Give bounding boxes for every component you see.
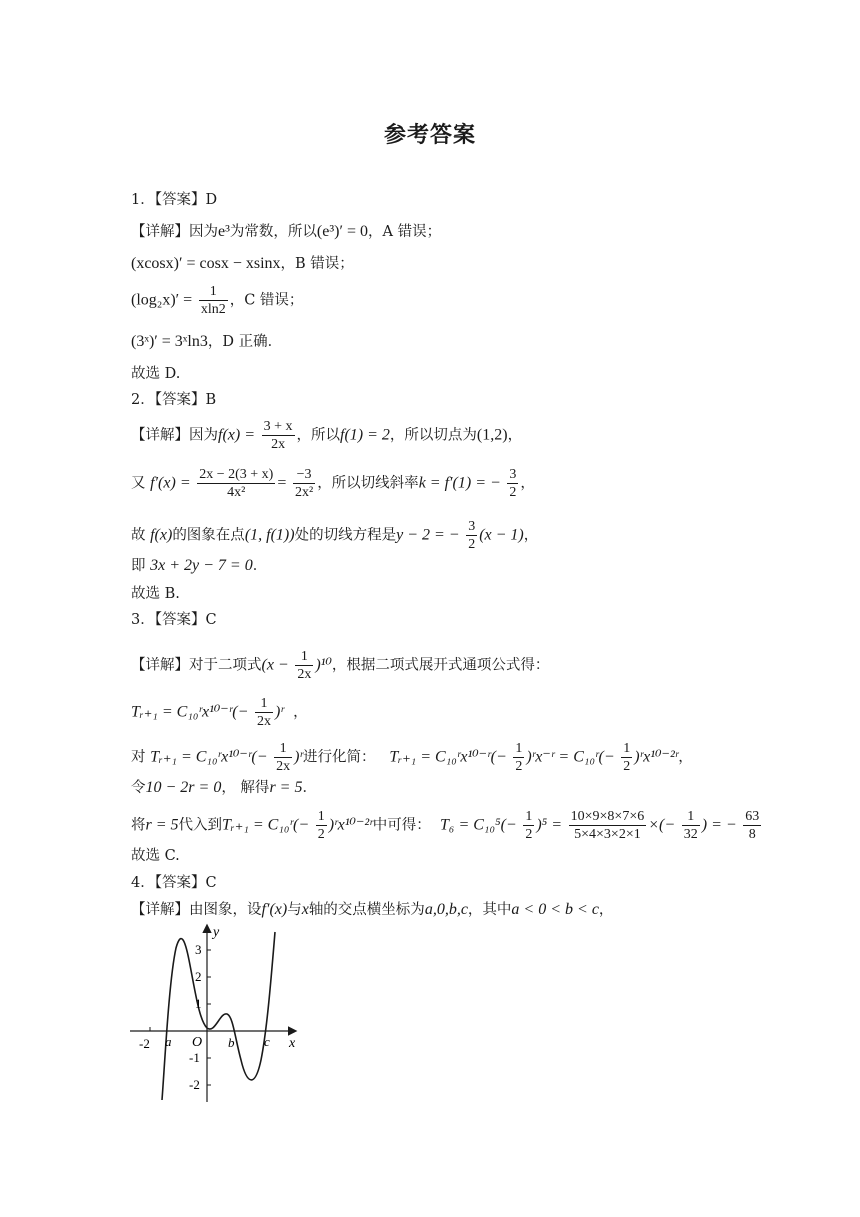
text: ，A 错误； (367, 224, 442, 240)
math: (log₂x)′ = (131, 291, 193, 309)
y-axis-label: y (213, 925, 220, 940)
numerator: 3 (509, 467, 517, 482)
math: r = 5 (269, 779, 303, 796)
fraction (621, 740, 632, 775)
math: f(1) = 2 (340, 426, 390, 444)
denominator: 2 (468, 537, 476, 552)
denominator: 2x (276, 759, 291, 774)
fraction (523, 808, 534, 843)
denominator: xln2 (200, 302, 226, 317)
numerator: 1 (295, 648, 313, 666)
text: ， (507, 427, 523, 444)
q3-conclusion: 故选 C. (131, 848, 180, 864)
text: ， (293, 704, 308, 721)
root-b-label: b (228, 1035, 235, 1050)
math: )¹⁰ (315, 656, 332, 674)
q3-detail-line5 (131, 808, 763, 843)
q3-detail-line2 (131, 695, 308, 730)
math: f′(x) (261, 901, 288, 918)
fraction (255, 695, 273, 730)
q4-detail-line1 (131, 900, 613, 920)
math: )ʳ (294, 748, 304, 766)
q2-detail-line3 (131, 518, 538, 553)
math: (3ˣ)′ = 3ˣln3 (131, 333, 208, 350)
q1-answer: 1．【答案】D (131, 192, 218, 208)
text: ， (520, 475, 535, 492)
text: ，根据二项式展开式通项公式得： (331, 657, 550, 674)
x-axis-label: x (289, 1036, 296, 1051)
math: (1,2) (476, 426, 508, 444)
math: )ʳx¹⁰⁻²ʳ (634, 748, 679, 766)
numerator: 1 (317, 809, 325, 824)
q3-detail-line1 (131, 648, 549, 683)
text: 中可得： (372, 817, 431, 834)
derivative-graph (125, 920, 305, 1105)
math: = (277, 474, 287, 492)
numerator: 1 (515, 741, 523, 756)
q3-answer: 3．【答案】C (131, 612, 217, 628)
text: 即 (131, 558, 146, 574)
root-c-label: c (264, 1034, 270, 1049)
q4-answer: 4．【答案】C (131, 875, 217, 891)
math: (1, f(1)) (244, 526, 295, 544)
text: 故 (131, 527, 146, 544)
denominator: 4x² (227, 485, 246, 500)
fraction (199, 283, 228, 318)
q3-detail-line4 (131, 778, 317, 798)
text: 与 (287, 902, 302, 918)
q2-answer: 2．【答案】B (131, 392, 217, 408)
math: (xcosx)′ = cosx − xsinx (131, 255, 281, 272)
math: )ʳx¹⁰⁻²ʳ (328, 816, 373, 834)
math: (x − 1) (479, 526, 524, 544)
text: 为常数，所以 (229, 224, 317, 240)
denominator: 5×4×3×2×1 (574, 827, 641, 842)
q1-conclusion: 故选 D. (131, 366, 181, 382)
q1-detail-line4 (131, 332, 282, 352)
text: 的图象在点 (172, 527, 245, 544)
text: 代入到 (178, 817, 223, 834)
math: (e³)′ = 0 (316, 223, 368, 240)
q3-detail-line3 (131, 740, 693, 775)
numerator: 1 (274, 740, 292, 758)
text: 轴的交点横坐标为 (308, 902, 425, 918)
fraction (316, 808, 327, 843)
text: 又 (131, 475, 146, 492)
text: ，D 正确． (207, 334, 283, 350)
y-tick-3: 3 (195, 942, 202, 957)
text: 将 (131, 817, 146, 834)
denominator: 2x (271, 437, 286, 452)
y-tick-2: 2 (195, 969, 202, 984)
numerator: 1 (682, 808, 700, 826)
math: Tᵣ₊₁ = C₁₀ʳx¹⁰⁻ʳ(− (389, 748, 507, 766)
text: ，所以 (296, 427, 341, 444)
q1-detail-line3 (131, 283, 303, 318)
q1-detail-line2 (131, 254, 354, 274)
math: )⁵ = (536, 816, 563, 834)
math: k = f′(1) = − (418, 474, 501, 492)
root-a-label: a (165, 1034, 172, 1049)
numerator: 3 (468, 519, 476, 534)
text: ，所以切线斜率 (317, 475, 419, 492)
fraction (295, 648, 313, 683)
denominator: 2 (317, 827, 325, 842)
y-tick-neg1: -1 (189, 1050, 200, 1065)
numerator: 63 (745, 809, 760, 824)
math: a,0,b,c (424, 901, 468, 918)
text: ，B 错误； (280, 256, 354, 272)
denominator: 32 (683, 827, 698, 842)
math: Tᵣ₊₁ = C₁₀ʳx¹⁰⁻ʳ(− (150, 748, 268, 766)
math: e³ (218, 223, 230, 240)
text: 令 (131, 780, 146, 796)
math: y − 2 = − (396, 526, 460, 544)
text: ， (523, 527, 539, 544)
fraction (197, 466, 275, 501)
text: ， (678, 749, 693, 766)
fraction (507, 466, 518, 501)
math: f(x) (150, 526, 173, 544)
text: 进行化简： (303, 749, 376, 766)
derivative-curve (162, 932, 275, 1100)
math: ) = − (701, 816, 737, 834)
math: x (301, 901, 309, 918)
text: ，C 错误； (229, 292, 304, 309)
math: ×(− (648, 816, 676, 834)
math: )ʳ (275, 703, 284, 721)
text: 处的切线方程是 (294, 527, 397, 544)
text: ． (252, 558, 268, 574)
page-title: 参考答案 (383, 123, 476, 148)
math: 10 − 2r = 0 (145, 779, 222, 796)
math: f(x) = (218, 426, 255, 444)
numerator: 1 (623, 741, 631, 756)
denominator: 8 (748, 827, 756, 842)
denominator: 2x (297, 667, 312, 682)
text: ． (302, 780, 317, 796)
y-tick-neg2: -2 (189, 1077, 200, 1092)
denominator: 2x (257, 714, 272, 729)
fraction (513, 740, 524, 775)
numerator: 1 (525, 809, 533, 824)
denominator: 2x² (294, 485, 314, 500)
math: 3x + 2y − 7 = 0 (150, 557, 253, 574)
math: r = 5 (145, 816, 179, 834)
numerator: −3 (293, 466, 315, 484)
denominator: 2 (525, 827, 533, 842)
fraction (262, 418, 295, 453)
numerator: 1 (255, 695, 273, 713)
numerator: 2x − 2(3 + x) (199, 467, 274, 482)
text: ， (598, 902, 614, 918)
y-tick-1: 1 (195, 996, 202, 1011)
math: f′(x) = (150, 474, 191, 492)
math: Tᵣ₊₁ = C₁₀ʳ(− (222, 816, 310, 834)
x-tick-neg2: -2 (139, 1036, 150, 1051)
text: 对 (131, 749, 146, 766)
q2-conclusion: 故选 B. (131, 586, 180, 602)
fraction (743, 808, 761, 843)
numerator: 1 (199, 283, 228, 301)
math: T₆ = C₁₀⁵(− (439, 816, 517, 834)
text: 【详解】对于二项式 (131, 657, 262, 674)
q2-detail-line4 (131, 556, 267, 576)
text: ，其中 (467, 902, 512, 918)
fraction (466, 518, 477, 553)
origin-label: O (192, 1035, 203, 1050)
text: 【详解】因为 (131, 224, 218, 240)
math: (x − (261, 656, 289, 674)
text: 【详解】由图象，设 (131, 902, 262, 918)
numerator: 10×9×8×7×6 (570, 809, 645, 824)
numerator: 3 + x (263, 419, 293, 434)
text: 【详解】因为 (131, 427, 218, 444)
math: )ʳx⁻ʳ = C₁₀ʳ(− (526, 748, 615, 766)
q2-detail-line2 (131, 466, 535, 501)
fraction (274, 740, 292, 775)
text: ， 解得 (221, 780, 270, 796)
math: Tᵣ₊₁ = C₁₀ʳx¹⁰⁻ʳ(− (131, 703, 249, 721)
denominator: 2 (515, 759, 523, 774)
text: ，所以切点为 (389, 427, 477, 444)
fraction (569, 808, 647, 843)
fraction (682, 808, 700, 843)
denominator: 2 (623, 759, 631, 774)
q2-detail-line1 (131, 418, 522, 453)
fraction (293, 466, 315, 501)
denominator: 2 (509, 485, 517, 500)
q1-detail-line1 (131, 222, 441, 242)
math: a < 0 < b < c (511, 901, 599, 918)
